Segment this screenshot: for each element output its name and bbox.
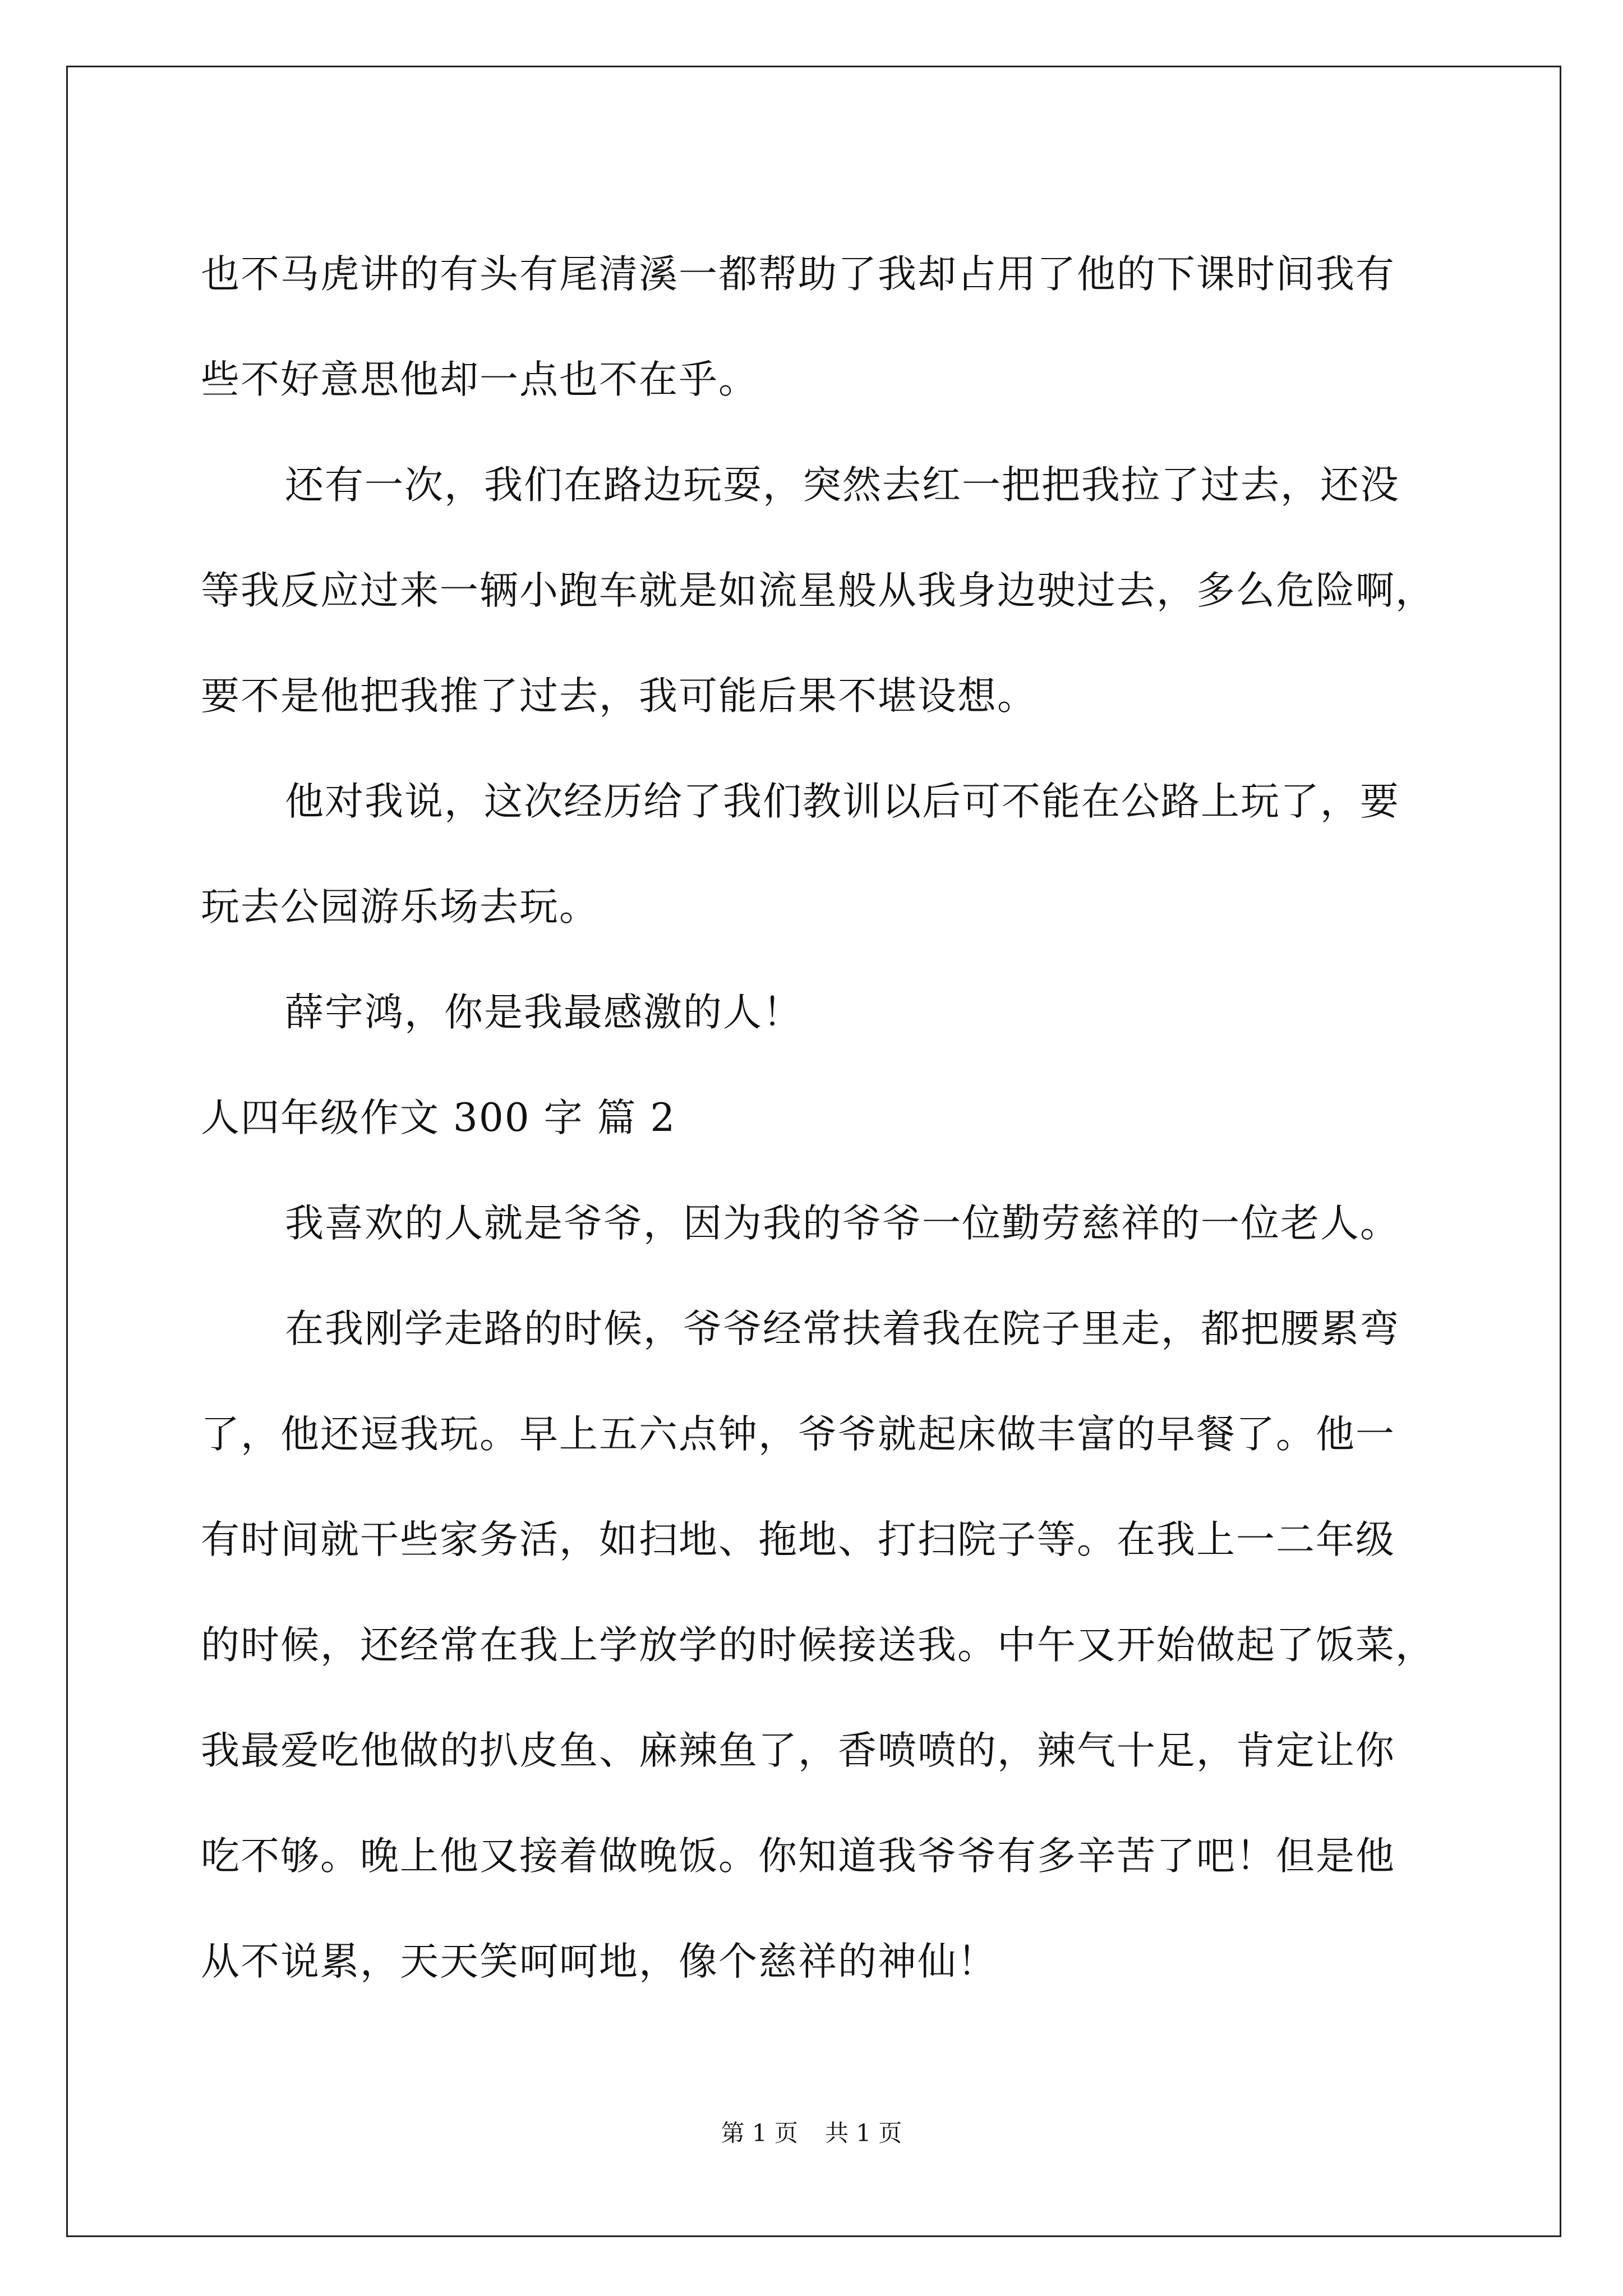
page-number-label: 第 1 页 <box>721 2119 798 2147</box>
paragraph-start-line: 我喜欢的人就是爷爷，因为我的爷爷一位勤劳慈祥的一位老人。 <box>285 1201 1400 1246</box>
section-heading: 人四年级作文 300 字 篇 2 <box>201 1096 676 1140</box>
text-line: 吃不够。晚上他又接着做晚饭。你知道我爷爷有多辛苦了吧！但是他 <box>201 1834 1395 1879</box>
text-line: 要不是他把我推了过去，我可能后果不堪设想。 <box>201 674 1037 719</box>
text-line: 玩去公园游乐场去玩。 <box>201 885 599 930</box>
document-body <box>201 222 1435 2014</box>
page-footer <box>0 2116 1623 2150</box>
text-line: 也不马虎讲的有头有尾清溪一都帮助了我却占用了他的下课时间我有 <box>201 252 1395 297</box>
text-line: 了，他还逗我玩。早上五六点钟，爷爷就起床做丰富的早餐了。他一 <box>201 1412 1395 1457</box>
text-line: 等我反应过来一辆小跑车就是如流星般从我身边驶过去，多么危险啊， <box>201 568 1435 613</box>
paragraph-start-line: 还有一次，我们在路边玩耍，突然去红一把把我拉了过去，还没 <box>285 463 1400 508</box>
paragraph-start-line: 薛宇鸿，你是我最感激的人！ <box>285 990 803 1035</box>
paragraph-start-line: 在我刚学走路的时候，爷爷经常扶着我在院子里走，都把腰累弯 <box>285 1306 1400 1351</box>
text-line: 我最爱吃他做的扒皮鱼、麻辣鱼了，香喷喷的，辣气十足，肯定让你 <box>201 1728 1395 1773</box>
paragraph-start-line: 他对我说，这次经历给了我们教训以后可不能在公路上玩了，要 <box>285 779 1400 824</box>
text-line: 有时间就干些家务活，如扫地、拖地、打扫院子等。在我上一二年级 <box>201 1517 1395 1562</box>
text-line: 从不说累，天天笑呵呵地，像个慈祥的神仙！ <box>201 1939 997 1984</box>
text-line: 的时候，还经常在我上学放学的时候接送我。中午又开始做起了饭菜， <box>201 1623 1435 1668</box>
text-line: 些不好意思他却一点也不在乎。 <box>201 357 758 402</box>
page-total-label: 共 1 页 <box>825 2119 902 2147</box>
